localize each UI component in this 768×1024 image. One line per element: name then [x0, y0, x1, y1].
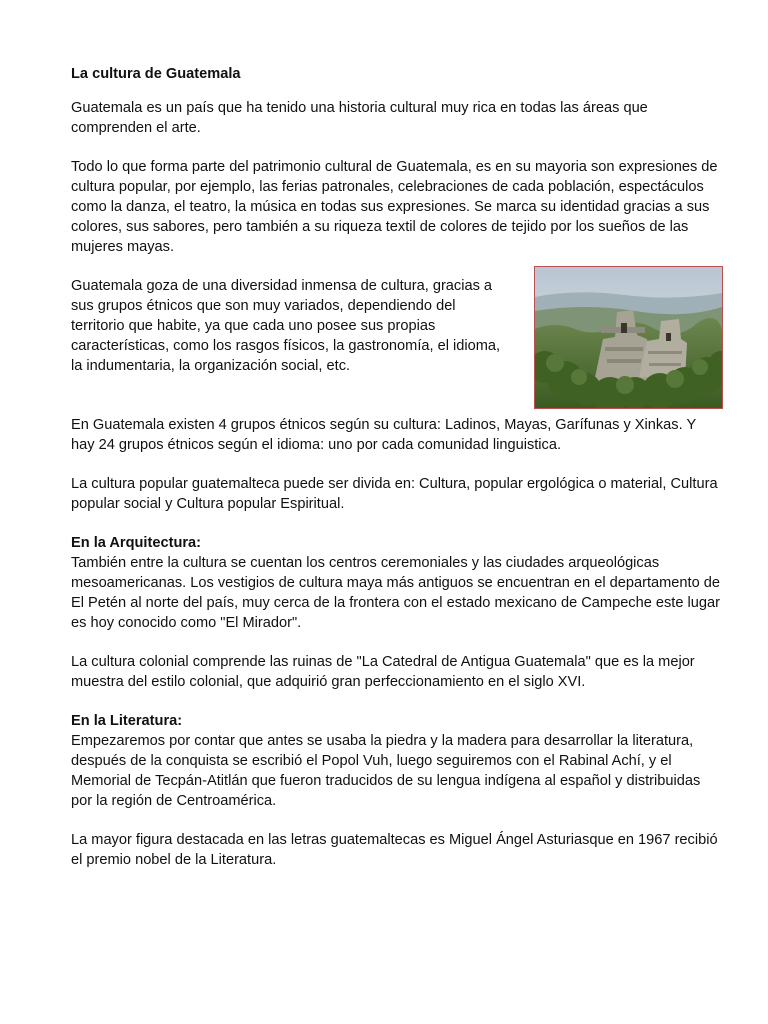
paragraph-literatura-1: Empezaremos por contar que antes se usaba la piedra y la madera para desarrollar la literatura, después de la conquista se escribió el Popol Vuh, luego seguiremos con el Rabinal Achí, y el Memorial de Tecpán-Atitlán que fueron traducidos de su lengua indígena al español y distribuidas por la región de Centroamérica.	[71, 733, 701, 809]
document-page	[71, 64, 721, 889]
section-arquitectura	[71, 533, 721, 633]
paragraph-literatura-2: La mayor figura destacada en las letras guatemaltecas es Miguel Ángel Asturiasque en 1967 recibió el premio nobel de la Literatura.	[71, 832, 718, 868]
document-title: La cultura de Guatemala	[71, 66, 241, 82]
paragraph-diversidad: Guatemala goza de una diversidad inmensa de cultura, gracias a sus grupos étnicos que son muy variados, dependiendo del territorio que habite, ya que cada uno posee sus propias características, como los rasgos físicos, la gastronomía, el idioma, la indumentaria, la organización social, etc.	[71, 278, 501, 374]
paragraph-grupos-etnicos: En Guatemala existen 4 grupos étnicos según su cultura: Ladinos, Mayas, Garífunas y Xinkas. Y hay 24 grupos étnicos según el idioma: uno por cada comunidad linguistica.	[71, 417, 696, 453]
temple-illustration	[535, 267, 722, 408]
paragraph-intro: Guatemala es un país que ha tenido una historia cultural muy rica en todas las áreas que comprenden el arte.	[71, 100, 648, 136]
paragraph-arquitectura-1: También entre la cultura se cuentan los centros ceremoniales y las ciudades arqueológicas mesoamericanas. Los vestigios de cultura maya más antiguos se encuentran en el departamento de El Petén al norte del país, muy cerca de la frontera con el estado mexicano de Campeche este lugar es hoy conocido como "El Mirador".	[71, 555, 720, 631]
heading-arquitectura: En la Arquitectura:	[71, 535, 202, 551]
paragraph-patrimonio: Todo lo que forma parte del patrimonio cultural de Guatemala, es en su mayoria son expresiones de cultura popular, por ejemplo, las ferias patronales, celebraciones de cada población, espectáculos como la danza, el teatro, la música en todas sus expresiones. Se marca su identidad gracias a sus colores, sus sabores, pero también a su riqueza textil de colores de tejido por los sueños de las mujeres mayas.	[71, 159, 718, 255]
mayan-temple-photo	[534, 266, 723, 409]
paragraph-arquitectura-2: La cultura colonial comprende las ruinas de "La Catedral de Antigua Guatemala" que es la mejor muestra del estilo colonial, que adquirió gran perfeccionamiento en el siglo XVI.	[71, 654, 695, 690]
section-literatura	[71, 711, 721, 811]
paragraph-cultura-popular: La cultura popular guatemalteca puede ser divida en: Cultura, popular ergológica o material, Cultura popular social y Cultura popular Espiritual.	[71, 476, 718, 512]
heading-literatura: En la Literatura:	[71, 713, 183, 729]
